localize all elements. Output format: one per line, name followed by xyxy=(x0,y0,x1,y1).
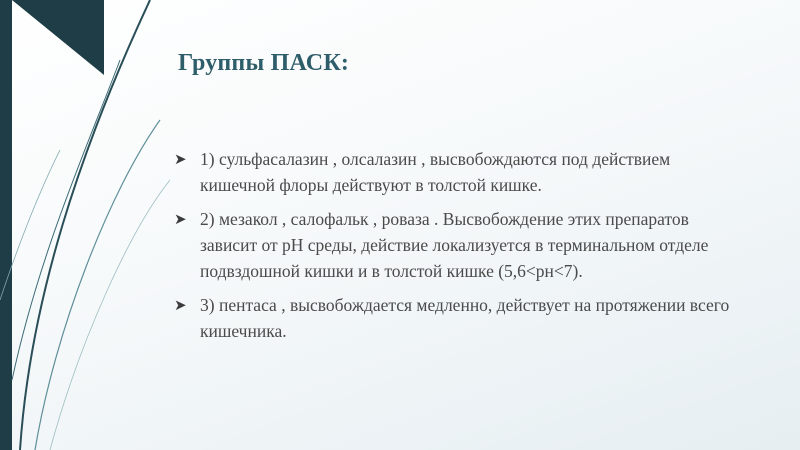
list-item xyxy=(174,146,734,198)
list-item xyxy=(174,206,734,284)
list-item-text: 1) сульфасалазин , олсалазин , высвобождаются под действием кишечной флоры действуют в толстой кишке. xyxy=(200,149,671,195)
slide-title: Группы ПАСК: xyxy=(178,50,350,76)
list-item-text: 2) мезакол , салофальк , роваза . Высвобождение этих препаратов зависит от pH среды, действие локализуется в терминальном отделе подвздошной кишки и в толстой кишке (5,6<pн<7). xyxy=(200,209,709,281)
list-item xyxy=(174,292,734,344)
bullet-list xyxy=(174,146,734,352)
corner-triangle xyxy=(12,0,104,75)
arrow-bullet-icon: ➤ xyxy=(174,210,187,228)
list-item-text: 3) пентаса , высвобождается медленно, действует на протяжении всего кишечника. xyxy=(200,295,730,341)
arrow-bullet-icon: ➤ xyxy=(174,296,187,314)
arrow-bullet-icon: ➤ xyxy=(174,150,187,168)
